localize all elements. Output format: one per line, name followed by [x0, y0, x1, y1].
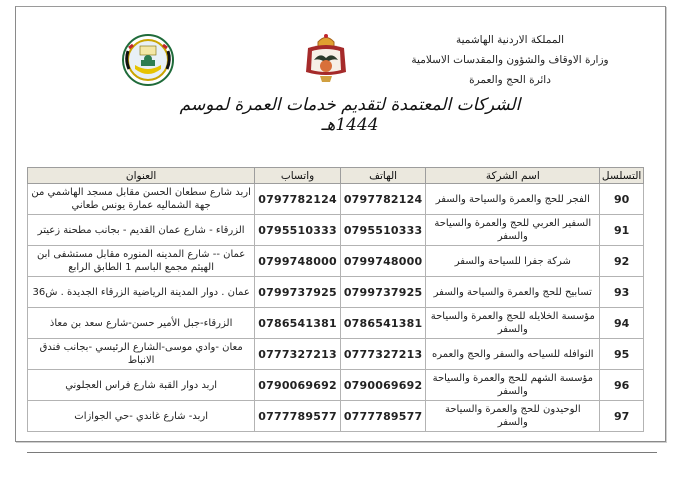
- serial-cell: 97: [600, 401, 644, 432]
- kingdom-name: المملكة الاردنية الهاشمية: [455, 34, 565, 46]
- address-cell: الزرقاء - شارع عمان القديم - بجانب مطحنة زعيتر: [28, 215, 255, 246]
- table-row: [28, 215, 644, 246]
- address-cell: اربد دوار القبة شارع فراس العجلوني: [28, 370, 255, 401]
- header-serial: التسلسل: [600, 168, 644, 184]
- ministry-emblem-logo: [121, 33, 175, 87]
- table-row: [28, 401, 644, 432]
- address-cell: عمان -- شارع المدينه المنوره مقابل مستشفى ابن الهيثم مجمع الباسم 1 الطابق الرابع: [28, 246, 255, 277]
- phone-cell: 0799748000: [340, 246, 426, 277]
- serial-cell: 92: [600, 246, 644, 277]
- header-whatsapp: واتساب: [255, 168, 341, 184]
- header-phone: الهاتف: [340, 168, 426, 184]
- table-header-row: [28, 168, 644, 184]
- whatsapp-cell: 0777327213: [255, 339, 341, 370]
- table-row: [28, 246, 644, 277]
- whatsapp-cell: 0797782124: [255, 184, 341, 215]
- phone-cell: 0797782124: [340, 184, 426, 215]
- header-company: اسم الشركة: [426, 168, 600, 184]
- table-row: [28, 370, 644, 401]
- table-row: [28, 308, 644, 339]
- address-cell: معان -وادي موسى-الشارع الرئيسي -بجانب فندق الانباط: [28, 339, 255, 370]
- company-cell: مؤسسة الشهم للحج والعمرة والسياحة والسفر: [426, 370, 600, 401]
- bottom-divider: [27, 452, 657, 453]
- whatsapp-cell: 0790069692: [255, 370, 341, 401]
- table-row: [28, 277, 644, 308]
- phone-cell: 0777327213: [340, 339, 426, 370]
- whatsapp-cell: 0786541381: [255, 308, 341, 339]
- company-cell: مؤسسة الخلايله للحج والعمرة والسياحة والسفر: [426, 308, 600, 339]
- address-cell: عمان . دوار المدينة الرياضية الزرقاء الجديدة . ش36: [28, 277, 255, 308]
- address-cell: اربد- شارع غاندي -حي الجوازات: [28, 401, 255, 432]
- jordan-coat-of-arms-logo: [298, 30, 354, 86]
- serial-cell: 91: [600, 215, 644, 246]
- phone-cell: 0786541381: [340, 308, 426, 339]
- phone-cell: 0790069692: [340, 370, 426, 401]
- address-cell: الزرقاء-جبل الأمير حسن-شارع سعد بن معاذ: [28, 308, 255, 339]
- whatsapp-cell: 0799737925: [255, 277, 341, 308]
- serial-cell: 94: [600, 308, 644, 339]
- phone-cell: 0799737925: [340, 277, 426, 308]
- table-row: [28, 339, 644, 370]
- serial-cell: 93: [600, 277, 644, 308]
- company-cell: تسابيح للحج والعمرة والسياحة والسفر: [426, 277, 600, 308]
- company-cell: السفير العربي للحج والعمرة والسياحة والسفر: [426, 215, 600, 246]
- company-cell: النوافله للسياحه والسفر والحج والعمره: [426, 339, 600, 370]
- serial-cell: 90: [600, 184, 644, 215]
- government-header: [395, 30, 625, 90]
- header-address: العنوان: [28, 168, 255, 184]
- phone-cell: 0795510333: [340, 215, 426, 246]
- department-name: دائرة الحج والعمرة: [469, 74, 551, 86]
- table-row: [28, 184, 644, 215]
- whatsapp-cell: 0795510333: [255, 215, 341, 246]
- whatsapp-cell: 0799748000: [255, 246, 341, 277]
- company-cell: شركة جفرا للسياحة والسفر: [426, 246, 600, 277]
- serial-cell: 95: [600, 339, 644, 370]
- page-title: الشركات المعتمدة لتقديم خدمات العمرة لموسم 1444هـ: [179, 95, 521, 135]
- address-cell: اربد شارع سطعان الحسن مقابل مسجد الهاشمي من جهة الشماليه عمارة يونس طعاني: [28, 184, 255, 215]
- company-cell: الفجر للحج والعمرة والسياحة والسفر: [426, 184, 600, 215]
- serial-cell: 96: [600, 370, 644, 401]
- whatsapp-cell: 0777789577: [255, 401, 341, 432]
- companies-table: [27, 167, 644, 432]
- phone-cell: 0777789577: [340, 401, 426, 432]
- ministry-name: وزارة الاوقاف والشؤون والمقدسات الاسلامية: [411, 54, 609, 66]
- company-cell: الوحيدون للحج والعمرة والسياحة والسفر: [426, 401, 600, 432]
